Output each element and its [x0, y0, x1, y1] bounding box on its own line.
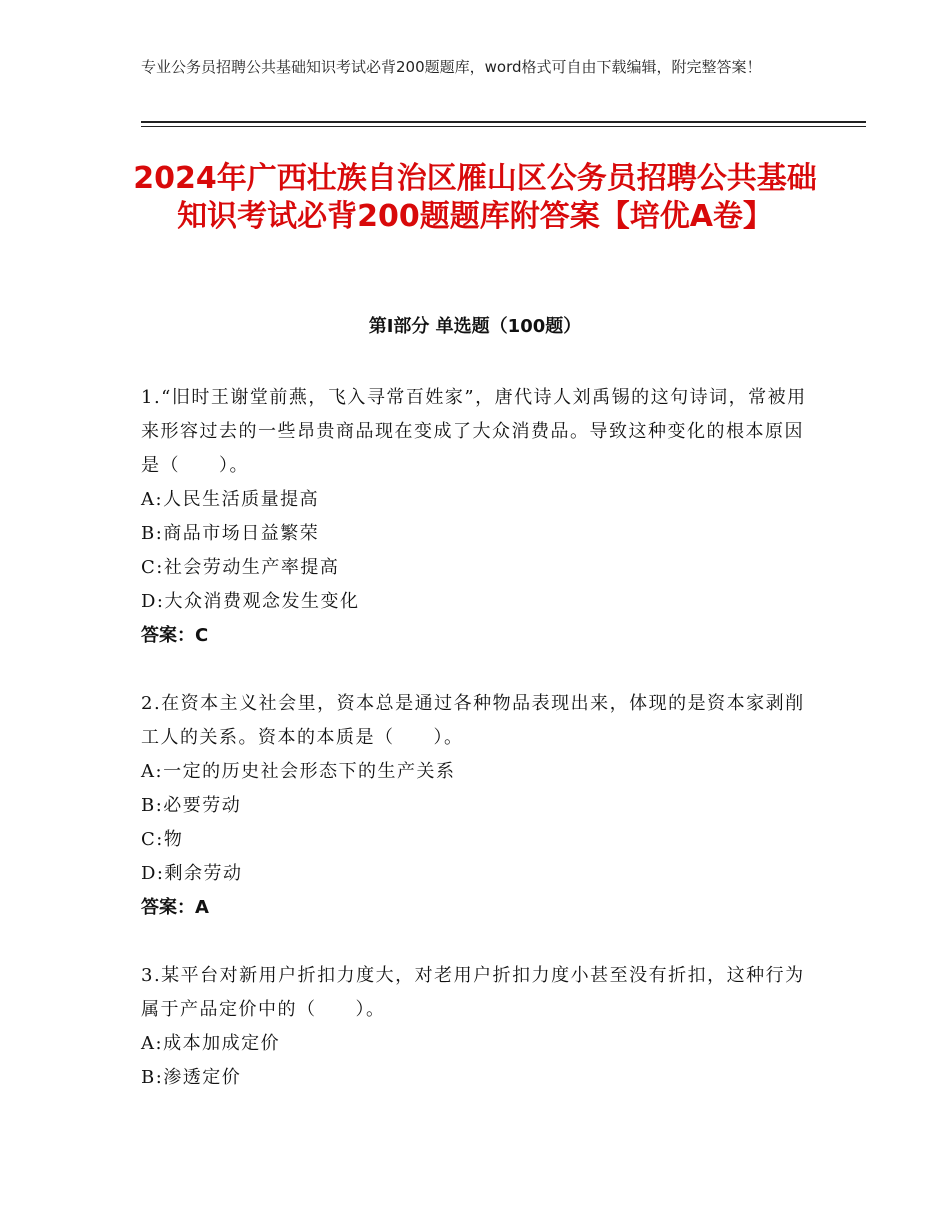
question-list — [141, 381, 811, 1129]
option-d: D:大众消费观念发生变化 — [141, 591, 360, 612]
option-a: A:成本加成定价 — [141, 1033, 281, 1054]
answer-line: 答案：A — [141, 897, 209, 918]
question-stem: 1.“旧时王谢堂前燕，飞入寻常百姓家”，唐代诗人刘禹锡的这句诗词，常被用来形容过去的一些昂贵商品现在变成了大众消费品。导致这种变化的根本原因是（ ）。 — [141, 387, 807, 476]
option-b: B:商品市场日益繁荣 — [141, 523, 320, 544]
header-divider-thin — [141, 126, 866, 127]
question-2 — [141, 687, 811, 925]
option-a: A:一定的历史社会形态下的生产关系 — [141, 761, 456, 782]
question-stem: 3.某平台对新用户折扣力度大，对老用户折扣力度小甚至没有折扣，这种行为属于产品定价中的（ ）。 — [141, 965, 805, 1020]
question-1 — [141, 381, 811, 653]
question-stem: 2.在资本主义社会里，资本总是通过各种物品表现出来，体现的是资本家剥削工人的关系。资本的本质是（ ）。 — [141, 693, 805, 748]
option-b: B:必要劳动 — [141, 795, 242, 816]
header-divider-thick — [141, 121, 866, 123]
option-d: D:剩余劳动 — [141, 863, 243, 884]
option-b: B:渗透定价 — [141, 1067, 242, 1088]
page-header: 专业公务员招聘公共基础知识考试必背200题题库，word格式可自由下载编辑，附完整答案！ — [141, 58, 762, 76]
document-title: 2024年广西壮族自治区雁山区公务员招聘公共基础知识考试必背200题题库附答案【培优A卷】 — [133, 161, 817, 234]
option-c: C:社会劳动生产率提高 — [141, 557, 340, 578]
section-heading: 第Ⅰ部分 单选题（100题） — [368, 316, 582, 337]
question-3 — [141, 959, 811, 1095]
option-a: A:人民生活质量提高 — [141, 489, 320, 510]
option-c: C:物 — [141, 829, 184, 850]
answer-line: 答案：C — [141, 625, 209, 646]
